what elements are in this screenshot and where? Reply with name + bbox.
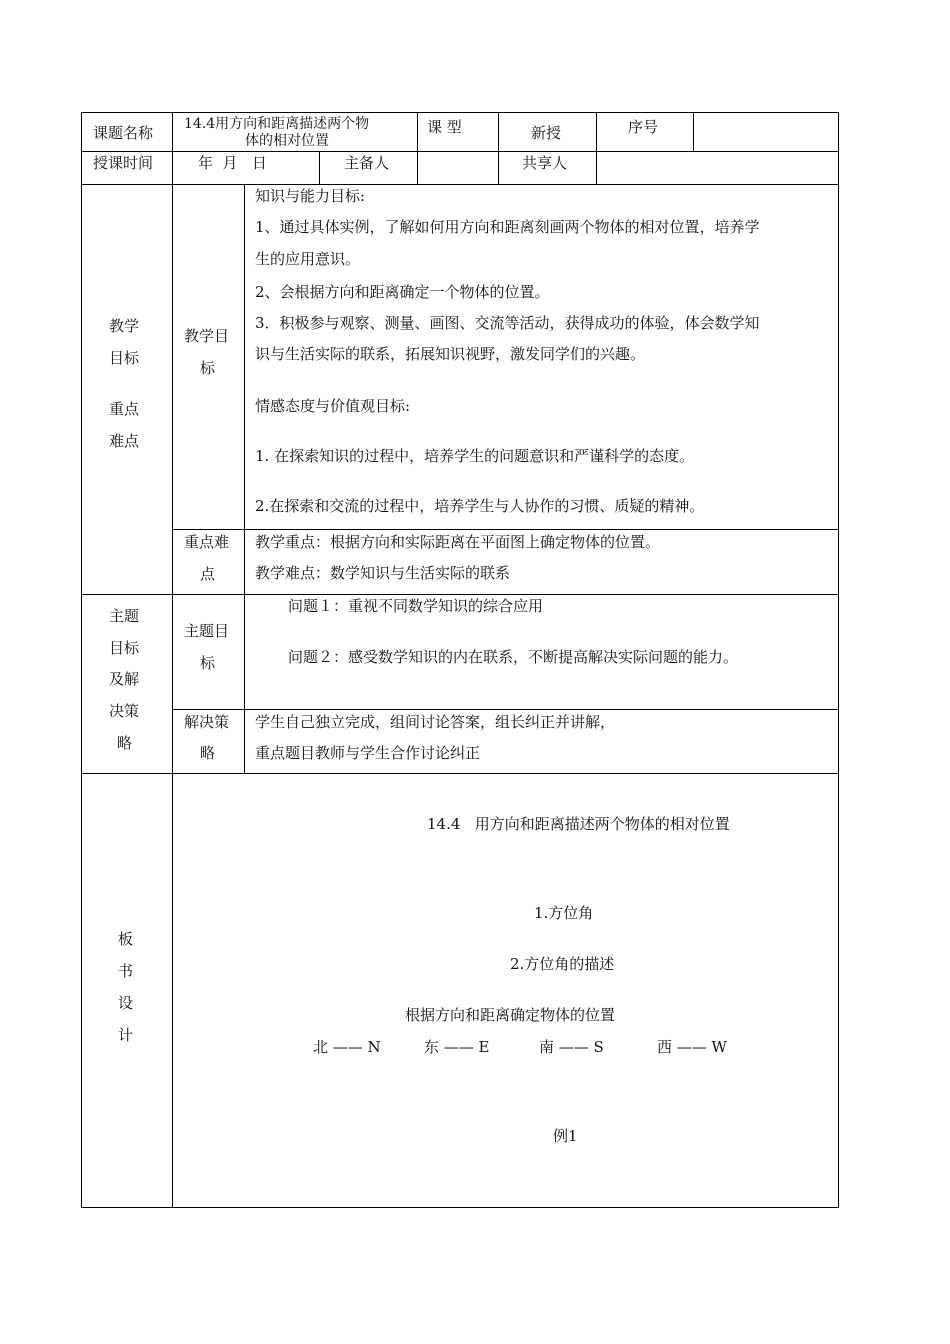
grid-line [81,1207,839,1208]
board-title: 14.4 用方向和距离描述两个物体的相对位置 [427,815,730,833]
objective-line: 生的应用意识。 [255,250,361,268]
objective-line: 1. 在探索知识的过程中，培养学生的问题意识和严谨科学的态度。 [255,447,695,465]
topic-label: 课题名称 [93,124,154,142]
grid-line [81,112,82,1208]
grid-line [498,112,499,184]
grid-line [172,529,839,530]
strategy-line: 重点题目教师与学生合作讨论纠正 [255,744,481,762]
theme-outer-label: 目标 [109,639,140,657]
objective-line: 3．积极参与观察、测量、画图、交流等活动，获得成功的体验，体会数学知 [255,314,760,332]
objective-line: 2.在探索和交流的过程中，培养学生与人协作的习惯、质疑的精神。 [255,497,705,515]
time-value: 年 月 日 [198,154,267,172]
objectives-inner-label: 标 [200,359,216,377]
theme-outer-label: 及解 [109,670,140,688]
direction-west: 西 —— W [657,1038,727,1056]
grid-line [172,112,173,1208]
key-points-label: 重点难 [184,533,230,551]
key-points-label: 点 [200,565,216,583]
seq-label: 序号 [628,118,659,136]
objectives-inner-label: 教学目 [184,327,230,345]
strategy-label: 略 [200,744,216,762]
strategy-label: 解决策 [184,713,230,731]
theme-outer-label: 决策 [109,702,140,720]
grid-line [81,594,839,595]
board-item: 根据方向和距离确定物体的位置 [405,1006,616,1024]
strategy-line: 学生自己独立完成，组间讨论答案，组长纠正并讲解， [255,713,616,731]
objectives-outer-label: 重点 [109,400,140,418]
board-label: 书 [118,962,134,980]
objective-line: 情感态度与价值观目标: [255,397,411,415]
objectives-outer-label: 目标 [109,349,140,367]
grid-line [244,184,245,773]
objective-line: 识与生活实际的联系，拓展知识视野，激发同学们的兴趣。 [255,345,646,363]
key-point-line: 教学重点：根据方向和实际距离在平面图上确定物体的位置。 [255,533,661,551]
grid-line [838,112,839,1208]
grid-line [693,112,694,151]
direction-east: 东 —— E [424,1038,490,1056]
board-label: 设 [118,994,134,1012]
grid-line [81,112,839,113]
direction-south: 南 —— S [539,1038,604,1056]
theme-goal-label: 标 [200,654,216,672]
theme-goal-line: 问题２：感受数学知识的内在联系，不断提高解决实际问题的能力。 [288,648,739,666]
board-example: 例1 [553,1127,578,1145]
type-value: 新授 [531,124,562,142]
grid-line [596,112,597,184]
theme-outer-label: 略 [117,734,133,752]
objective-line: 1、通过具体实例，了解如何用方向和距离刻画两个物体的相对位置，培养学 [255,218,760,236]
key-point-line: 教学难点：数学知识与生活实际的联系 [255,564,511,582]
board-label: 计 [118,1026,134,1044]
preparer-label: 主备人 [344,154,390,172]
objectives-outer-label: 难点 [109,432,140,450]
objectives-outer-label: 教学 [109,317,140,335]
objective-line: 2、会根据方向和距离确定一个物体的位置。 [255,283,550,301]
topic-title-line2: 体的相对位置 [245,133,329,149]
type-label: 课 型 [427,118,462,136]
grid-line [81,773,839,774]
time-label: 授课时间 [93,154,154,172]
grid-line [319,151,320,184]
objective-line: 知识与能力目标: [255,187,366,205]
topic-title-line1: 14.4用方向和距离描述两个物 [184,116,370,132]
grid-line [81,184,839,185]
grid-line [172,709,839,710]
direction-north: 北 —— N [313,1038,381,1056]
theme-goal-line: 问题１：重视不同数学知识的综合应用 [288,597,544,615]
grid-line [81,151,839,152]
board-label: 板 [118,930,134,948]
sharer-label: 共享人 [522,154,568,172]
board-item: 1.方位角 [534,904,594,922]
board-item: 2.方位角的描述 [510,955,615,973]
grid-line [417,112,418,184]
theme-goal-label: 主题目 [184,622,230,640]
theme-outer-label: 主题 [109,607,140,625]
